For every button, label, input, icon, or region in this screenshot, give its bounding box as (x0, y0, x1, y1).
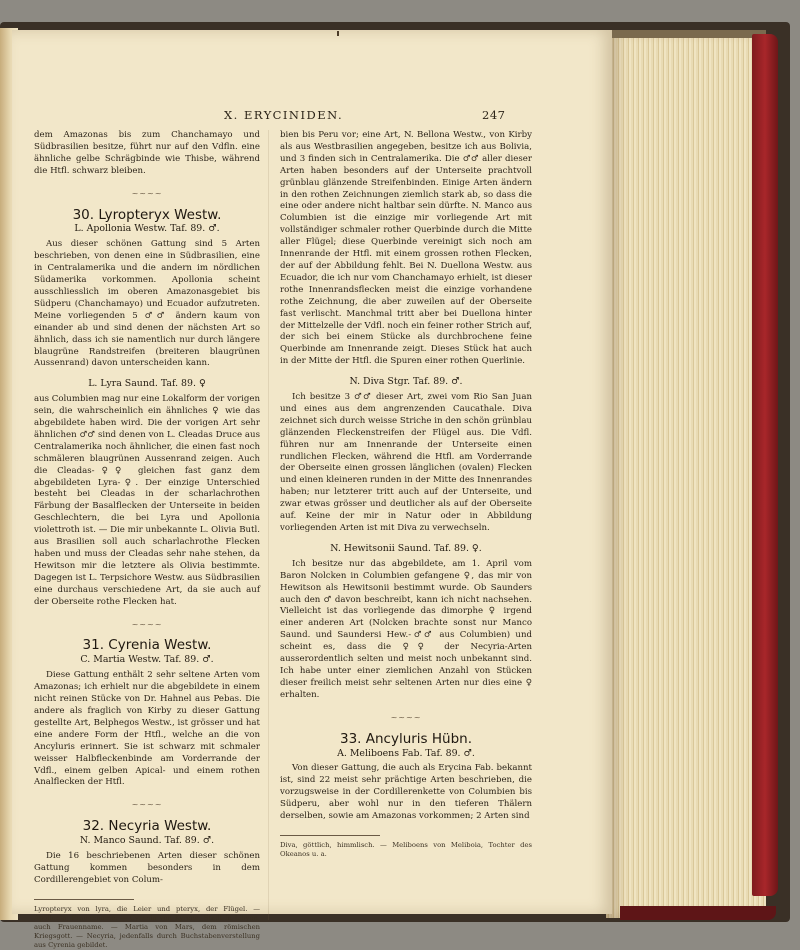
paragraph: Ich besitze nur das abgebildete, am 1. April vom Baron Nolcken in Columbien gefangene ♀, das mir von Hewitson als Hewitsonii bestimmt wurde. Ob Saunders auch den ♂ davon beschreibt, kann ich nicht nachsehen. Vielleicht ist das vorliegende das dimorphe ♀ irgend einer anderen Art (Nolcken brachte sonst nur Manco Saund. und Saundersi Hew.-♂♂ aus Columbien) und scheint es, dass die ♀♀ der Necyria-Arten ausserordentlich selten und meist noch unbekannt sind. Ich habe unter einer ziemlichen Anzahl von Stücken dieser freilich meist sehr seltenen Arten nur dies eine ♀ erhalten. (280, 558, 532, 700)
paragraph: bien bis Peru vor; eine Art, N. Bellona Westw., von Kirby als aus Westbrasilien angegeben, besitze ich aus Bolivia, und 3 finden sich in Centralamerika. Die ♂♂ aller dieser Arten haben besonders auf der Unterseite prachtvoll grünblau glänzende Streifenbinden. Einige Arten ändern in den rothen Zeichnungen ziemlich stark ab, so dass die eine oder andere nicht haltbar sein dürfte. N. Manco aus Columbien ist die einzige mir vorliegende Art mit vollständiger schmaler rother Querbinde durch die Mitte aller Flügel; diese Querbinde vereinigt sich noch am Innenrande der Htfl. mit einem grossen rothen Flecken, der auf der Abbildung fehlt. Bei N. Duellona Westw. aus Ecuador, die ich nur vom Chanchamayo erhielt, ist dieser rothe Innenrandsflecken meist die einzige vorhandene rothe Zeichnung, die aber zuweilen auf der Oberseite fast verlischt. Manchmal tritt aber bei Duellona hinter der Mittelzelle der Vdfl. noch ein feiner rother Strich auf, der sich bei einem Stücke als durchbrochene feine Querbinde am Innenrande zeigt. Dieses Stück hat auch in der Mitte der Htfl. die Spuren einer rothen Querlinie. (280, 130, 532, 367)
page-mark (337, 31, 339, 36)
column-divider (268, 130, 269, 920)
section-heading: 33. Ancyluris Hübn. (339, 730, 473, 747)
species-heading: L. Lyra Saund. Taf. 89. ♀ (88, 378, 206, 390)
page-number: 247 (482, 108, 506, 122)
page-stack-top (606, 30, 766, 38)
species-heading: L. Apollonia Westw. Taf. 89. ♂. (74, 223, 220, 235)
section-heading: 31. Cyrenia Westw. (82, 637, 212, 654)
ornament-divider: ~~~~ (131, 619, 163, 629)
running-head-title: X. ERYCINIDEN. (224, 108, 344, 122)
section-heading: 30. Lyropteryx Westw. (72, 206, 222, 223)
paragraph: Von dieser Gattung, die auch als Erycina Fab. bekannt ist, sind 22 meist sehr prächtige Arten beschrieben, die vorzugsweise in der Cordillerenkette von Columbien bis Südperu, aber wohl nur in den tieferen Thälern derselben, sowie am Amazonas vorkommen; 2 Arten sind (280, 763, 532, 822)
footnote-rule (280, 835, 380, 836)
footnote-rule (34, 899, 134, 900)
book-page (12, 30, 612, 949)
right-column (280, 130, 532, 859)
left-column (34, 130, 260, 950)
species-heading: N. Manco Saund. Taf. 89. ♂. (79, 835, 215, 847)
paragraph: Aus dieser schönen Gattung sind 5 Arten beschrieben, von denen eine in Südbrasilien, eine in Centralamerika und die andern im nördlichen Südamerika vorkommen. Apollonia scheint ausschliesslich im oberen Amazonasgebiet bis Südperu (Chanchamayo) und Ecuador aufzutreten. Meine vorliegenden 5 ♂♂ ändern kaum von einander ab und sind denen der nächsten Art so ähnlich, dass ich sie namentlich nur durch längere blaugrüne Randstreifen (breiteren blaugrünen Aussenrand) davon unterscheiden kann. (34, 239, 260, 369)
ornament-divider: ~~~~ (390, 712, 422, 722)
paragraph: dem Amazonas bis zum Chanchamayo und Südbrasilien besitze, führt nur auf den Vdfln. eine ähnliche gelbe Schrägbinde wie Thisbe, während die Htfl. schwarz bleiben. (34, 130, 260, 176)
section-heading: 32. Necyria Westw. (82, 818, 212, 835)
footnote: Lyropteryx von lyra, die Leier und pteryx, der Flügel. — Apollonia, Frauenname. — Cyrenia von Kyrene, Stadt in Libyen, auch Frauenname. — Martia von Mars, dem römischen Kriegsgott. — Necyria, jedenfalls durch Buchstabenverstellung aus Cyrenia gebildet. (34, 904, 260, 949)
running-head (12, 108, 612, 124)
paragraph: Ich besitze 3 ♂♂ dieser Art, zwei vom Rio San Juan und eines aus dem angrenzenden Caucathale. Diva zeichnet sich durch weisse Striche in den schön grünblau glänzenden Fleckenstreifen der Flügel aus. Die Vdfl. führen nur am Innenrande der Unterseite einen rundlichen Flecken, während die Htfl. am Vorderrande der Oberseite einen grossen länglichen (ovalen) Flecken und einen kleineren runden in der Mitte des Innenrandes haben; nur letzterer tritt auch auf der Unterseite, und zwar etwas grösser und deutlicher als auf der Oberseite auf. Keine der mir in Natur oder in Abbildung vorliegenden Arten ist mit Diva zu verwechseln. (280, 392, 532, 533)
ornament-divider: ~~~~ (131, 188, 163, 198)
page-stack (606, 30, 766, 918)
ornament-divider: ~~~~ (131, 800, 163, 810)
paragraph: Diese Gattung enthält 2 sehr seltene Arten vom Amazonas; ich erhielt nur die abgebildete in einem nicht reinen Stücke von Dr. Hahnel aus Pebas. Die andere als fraglich von Kirby zu dieser Gattung gestellte Art, Belphegos Westw., ist grösser und hat eine andere Form der Htfl., welche an die von Ancyluris erinnert. Sie ist schwarz mit schmaler weisser Halbfleckenbinde am Vorderrande der Vdfl., einem gelben Apical- und einem rothen Analflecken der Htfl. (34, 670, 260, 788)
paragraph: Die 16 beschriebenen Arten dieser schönen Gattung kommen besonders in dem Cordillerengebiet von Colum- (34, 851, 260, 885)
species-heading: N. Diva Stgr. Taf. 89. ♂. (349, 376, 463, 388)
paragraph: aus Columbien mag nur eine Lokalform der vorigen sein, die wahrscheinlich ein ähnliches ♀ wie das abgebildete haben wird. Die der vorigen Art sehr ähnlichen ♂♂ sind denen von L. Cleadas Druce aus Centralamerika noch ähnlicher, die einen fast noch schmäleren blaugrünen Aussenrand zeigen. Auch die Cleadas-♀♀ gleichen fast ganz dem abgebildeten Lyra-♀. Der einzige Unterschied besteht bei Cleadas in der scharlachrothen Färbung der Basalflecken der Unterseite in beiden Geschlechtern, die bei Lyra und Apollonia violettroth ist. — Die mir unbekannte L. Olivia Butl. aus Brasilien soll auch scharlachrothe Flecken haben und muss der Cleadas sehr nahe stehen, da Hewitson mir die letztere als Olivia bestimmte. Dagegen ist L. Terpsichore Westw. aus Südbrasilien eine durchaus verschiedene Art, da sie auch auf der Oberseite rothe Flecken hat. (34, 394, 260, 607)
red-book-cover (752, 34, 778, 896)
species-heading: C. Martia Westw. Taf. 89. ♂. (80, 654, 214, 666)
species-heading: A. Meliboens Fab. Taf. 89. ♂. (337, 747, 475, 759)
red-book-cover-bottom (620, 906, 776, 920)
footnote: Diva, göttlich, himmlisch. — Meliboens von Meliboia, Tochter des Okeanos u. a. (280, 840, 532, 858)
species-heading: N. Hewitsonii Saund. Taf. 89. ♀. (330, 542, 482, 554)
